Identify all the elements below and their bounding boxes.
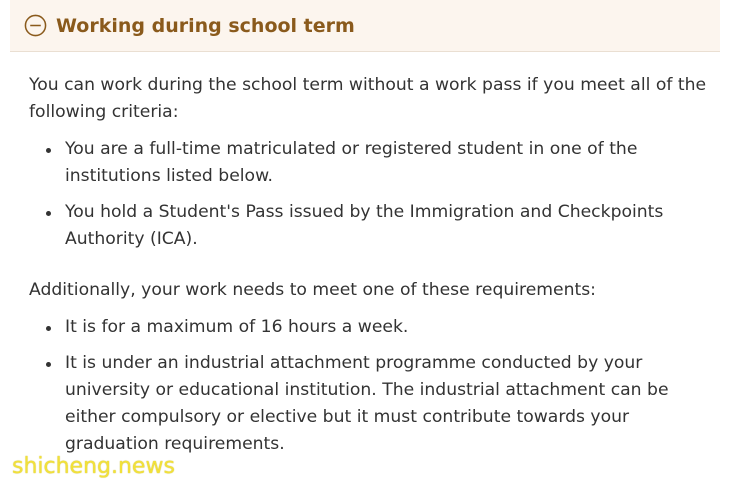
bullet-icon [46, 326, 51, 331]
list-item-text: You are a full-time matriculated or registered student in one of the institutions listed below. [65, 139, 638, 186]
intro-paragraph: You can work during the school term without a work pass if you meet all of the following criteria: [29, 75, 707, 122]
minus-circle-icon[interactable] [24, 14, 47, 37]
list-item [65, 350, 709, 458]
criteria-list [29, 136, 709, 253]
requirements-list [29, 314, 709, 458]
additional-paragraph: Additionally, your work needs to meet one of these requirements: [29, 280, 596, 300]
bullet-icon [46, 211, 51, 216]
list-item [65, 314, 709, 341]
accordion-title[interactable]: Working during school term [56, 15, 355, 37]
list-item-text: You hold a Student's Pass issued by the Immigration and Checkpoints Authority (ICA). [65, 202, 664, 249]
accordion-content [29, 72, 709, 467]
bullet-icon [46, 362, 51, 367]
list-item-text: It is for a maximum of 16 hours a week. [65, 317, 409, 337]
list-item [65, 199, 709, 253]
list-item [65, 136, 709, 190]
watermark: shicheng.news [12, 454, 175, 479]
list-item-text: It is under an industrial attachment programme conducted by your university or educational institution. The industrial attachment can be either compulsory or elective but it must contribute towards your graduation requirements. [65, 353, 669, 454]
bullet-icon [46, 148, 51, 153]
accordion-header[interactable] [10, 0, 720, 52]
